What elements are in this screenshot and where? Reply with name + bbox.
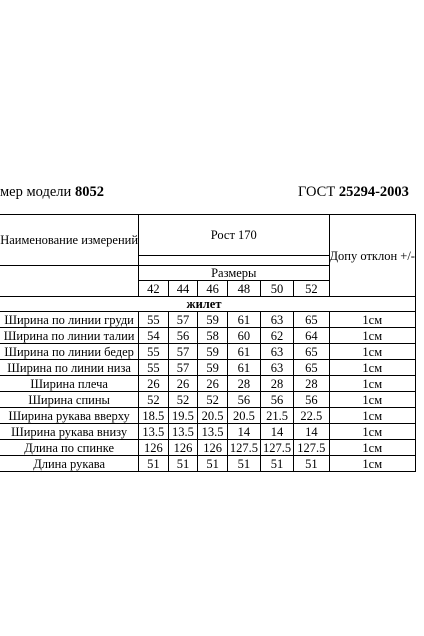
measurement-value: 65 (294, 344, 329, 360)
measurement-name: Ширина рукава вверху (0, 408, 139, 424)
measurement-table (0, 214, 416, 472)
document-header (0, 184, 424, 204)
measurement-value: 60 (227, 328, 260, 344)
measurement-value: 26 (168, 376, 198, 392)
table-header-row (0, 215, 416, 256)
measurement-value: 64 (294, 328, 329, 344)
measurement-value: 61 (227, 312, 260, 328)
measurement-name: Ширина спины (0, 392, 139, 408)
measurement-value: 52 (198, 392, 228, 408)
measurement-value: 59 (198, 312, 228, 328)
sizes-header: Размеры (139, 266, 329, 281)
table-row (0, 424, 416, 440)
measurement-value: 63 (260, 312, 293, 328)
measurement-value: 13.5 (198, 424, 228, 440)
measurement-name: Ширина по линии бедер (0, 344, 139, 360)
measurement-value: 20.5 (227, 408, 260, 424)
model-number: 8052 (74, 184, 104, 200)
table-row (0, 360, 416, 376)
measurement-value: 51 (198, 456, 228, 472)
measurement-value: 56 (260, 392, 293, 408)
measurement-value: 55 (139, 344, 169, 360)
tolerance-value: 1см (329, 344, 416, 360)
section-row (0, 297, 416, 312)
measurement-value: 55 (139, 360, 169, 376)
table-row (0, 344, 416, 360)
spacer-cell (139, 256, 329, 266)
tolerance-value: 1см (329, 376, 416, 392)
measurement-value: 126 (168, 440, 198, 456)
size-cell: 44 (168, 281, 198, 297)
section-label: жилет (0, 297, 416, 312)
measurement-value: 63 (260, 344, 293, 360)
measurement-value: 26 (198, 376, 228, 392)
measurement-value: 127.5 (227, 440, 260, 456)
gost-prefix: ГОСТ (298, 184, 339, 200)
measurement-value: 56 (227, 392, 260, 408)
model-prefix: мер модели (0, 184, 75, 200)
measurement-value: 52 (139, 392, 169, 408)
tolerance-value: 1см (329, 360, 416, 376)
growth-header: Рост 170 (139, 215, 329, 256)
tolerance-value: 1см (329, 456, 416, 472)
measurement-value: 61 (227, 360, 260, 376)
measurement-value: 14 (227, 424, 260, 440)
measurement-value: 57 (168, 312, 198, 328)
table-row (0, 376, 416, 392)
measurement-value: 57 (168, 344, 198, 360)
measurement-value: 51 (139, 456, 169, 472)
measurement-value: 51 (227, 456, 260, 472)
measurement-value: 65 (294, 360, 329, 376)
measurement-name: Ширина по линии низа (0, 360, 139, 376)
measurement-name: Ширина по линии талии (0, 328, 139, 344)
measurement-value: 51 (168, 456, 198, 472)
measurement-value: 14 (294, 424, 329, 440)
measurement-value: 52 (168, 392, 198, 408)
measurement-value: 56 (294, 392, 329, 408)
measurement-value: 13.5 (139, 424, 169, 440)
measurement-value: 57 (168, 360, 198, 376)
measurement-name: Длина по спинке (0, 440, 139, 456)
measurement-value: 127.5 (294, 440, 329, 456)
tolerance-value: 1см (329, 392, 416, 408)
measurement-name-header: Наименование измерений (0, 215, 139, 266)
measurement-value: 61 (227, 344, 260, 360)
measurement-value: 13.5 (168, 424, 198, 440)
tolerance-value: 1см (329, 328, 416, 344)
measurement-name: Длина рукава (0, 456, 139, 472)
measurement-value: 65 (294, 312, 329, 328)
table-row (0, 312, 416, 328)
table-row (0, 456, 416, 472)
table-row (0, 392, 416, 408)
size-cell: 46 (198, 281, 228, 297)
table-row (0, 408, 416, 424)
size-cell: 52 (294, 281, 329, 297)
gost-number: 25294-2003 (338, 184, 409, 200)
tolerance-value: 1см (329, 408, 416, 424)
tolerance-header: Допу отклон +/- (329, 215, 416, 297)
model-title (0, 184, 104, 201)
measurement-value: 21.5 (260, 408, 293, 424)
tolerance-value: 1см (329, 312, 416, 328)
header-name-cell-2 (0, 266, 139, 297)
measurement-name: Ширина по линии груди (0, 312, 139, 328)
measurement-value: 62 (260, 328, 293, 344)
measurement-value: 20.5 (198, 408, 228, 424)
table-row (0, 328, 416, 344)
measurement-value: 126 (139, 440, 169, 456)
measurement-value: 55 (139, 312, 169, 328)
size-cell: 48 (227, 281, 260, 297)
measurement-name: Ширина рукава внизу (0, 424, 139, 440)
measurement-value: 28 (227, 376, 260, 392)
size-cell: 50 (260, 281, 293, 297)
table-row (0, 440, 416, 456)
measurement-value: 56 (168, 328, 198, 344)
measurement-value: 54 (139, 328, 169, 344)
measurement-value: 51 (294, 456, 329, 472)
measurement-value: 59 (198, 344, 228, 360)
measurement-value: 26 (139, 376, 169, 392)
tolerance-value: 1см (329, 440, 416, 456)
measurement-name: Ширина плеча (0, 376, 139, 392)
measurement-value: 18.5 (139, 408, 169, 424)
measurement-value: 59 (198, 360, 228, 376)
gost-title (298, 184, 409, 201)
measurement-value: 14 (260, 424, 293, 440)
measurement-value: 28 (260, 376, 293, 392)
measurement-value: 127.5 (260, 440, 293, 456)
measurement-value: 58 (198, 328, 228, 344)
measurement-value: 51 (260, 456, 293, 472)
measurement-value: 63 (260, 360, 293, 376)
measurement-value: 19.5 (168, 408, 198, 424)
size-cell: 42 (139, 281, 169, 297)
measurement-value: 126 (198, 440, 228, 456)
measurement-value: 28 (294, 376, 329, 392)
measurement-value: 22.5 (294, 408, 329, 424)
tolerance-value: 1см (329, 424, 416, 440)
